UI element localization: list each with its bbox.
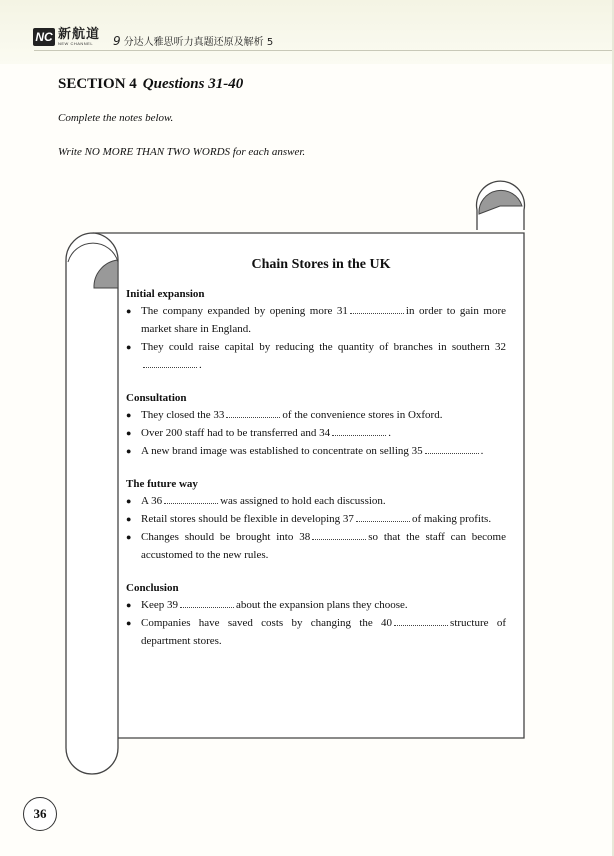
answer-blank-37[interactable] [356,511,410,522]
logo-mark: NC [33,28,55,46]
book-title-number: 9 [113,34,121,48]
section-title: SECTION 4 [58,76,137,92]
answer-blank-34[interactable] [332,425,386,436]
group-conclusion [126,580,506,650]
book-title-text: 分达人雅思听力真题还原及解析 5 [123,37,274,48]
note-item-35: ● A new brand image was established to concentrate on selling 35 . [126,442,506,460]
notes-panel [126,256,506,650]
group-heading: Conclusion [126,582,179,594]
answer-blank-40[interactable] [394,615,448,626]
logo-chinese: 新航道 [58,27,101,42]
section-questions: Questions 31-40 [142,76,244,92]
answer-blank-36[interactable] [164,493,218,504]
instruction-1: Complete the notes below. [58,112,174,124]
answer-blank-33[interactable] [226,407,280,418]
answer-blank-32[interactable] [143,357,197,368]
instruction-2: Write NO MORE THAN TWO WORDS for each answer. [58,146,306,158]
answer-blank-35[interactable] [425,443,479,454]
notes-title: Chain Stores in the UK [251,257,391,272]
note-item-36: ● A 36 was assigned to hold each discussion. [126,492,506,510]
group-heading: Consultation [126,392,187,404]
group-heading: Initial expansion [126,288,205,300]
answer-blank-38[interactable] [312,529,366,540]
note-item-31: ● The company expanded by opening more 31 in order to gain more market share in England. [126,302,506,338]
note-item-34: ● Over 200 staff had to be transferred and 34 . [126,424,506,442]
group-initial-expansion [126,286,506,374]
note-item-33: ● They closed the 33 of the convenience stores in Oxford. [126,406,506,424]
note-item-38: ● Changes should be brought into 38 so that the staff can become accustomed to the new rules. [126,528,506,564]
note-item-39: ● Keep 39 about the expansion plans they choose. [126,596,506,614]
logo-english: NEW CHANNEL [58,41,94,46]
note-item-32: ● They could raise capital by reducing the quantity of branches in southern 32. [126,338,506,374]
note-item-40: ● Companies have saved costs by changing the 40 structure of department stores. [126,614,506,650]
group-future-way [126,476,506,564]
page-number: 36 [23,797,57,831]
group-heading: The future way [126,478,198,490]
answer-blank-39[interactable] [180,597,234,608]
answer-blank-31[interactable] [350,303,404,314]
group-consultation [126,390,506,460]
note-item-37: ● Retail stores should be flexible in developing 37 of making profits. [126,510,506,528]
